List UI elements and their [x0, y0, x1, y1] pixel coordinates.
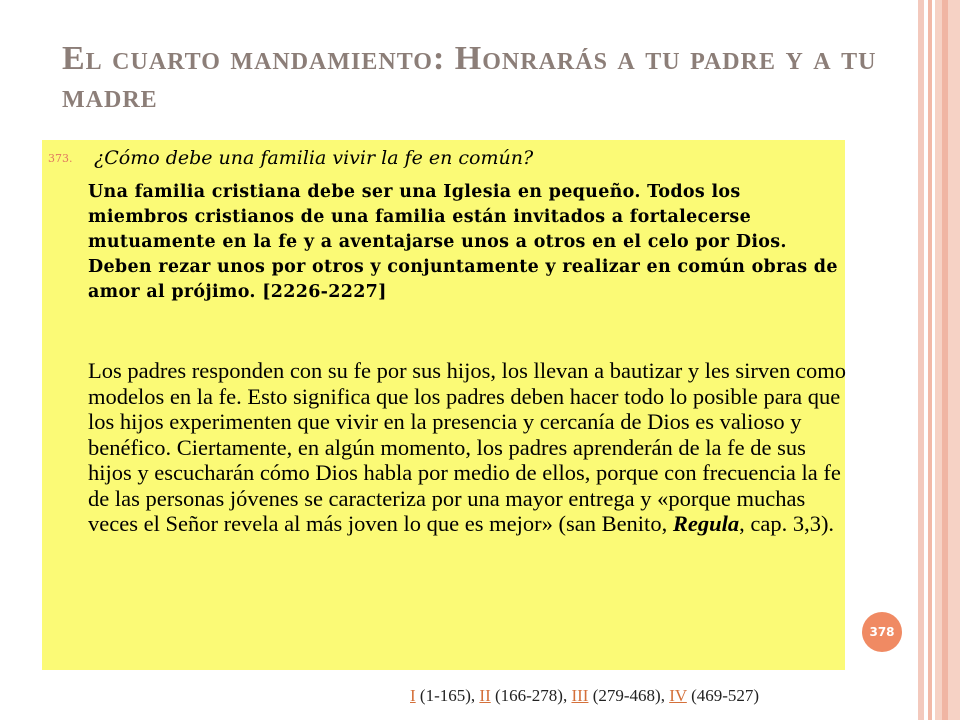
- explanation-emphasis: Regula: [672, 511, 740, 536]
- footer-separator: ,: [660, 686, 670, 705]
- answer-text: Una familia cristiana debe ser una Iglesia en pequeño. Todos los miembros cristianos de una familia están invitados a fortalecerse mutuamente en la fe y a aventajarse unos a otros en el celo por Dios. Deben rezar unos por otros y conjuntamente y realizar en común obras de amor al prójimo. [2226-2227]: [88, 182, 838, 302]
- footer-range-part-2: (166-278): [494, 686, 563, 705]
- explanation-text: [88, 358, 848, 537]
- question-text: ¿Cómo debe una familia vivir la fe en común?: [94, 147, 534, 169]
- explanation-part1: Los padres responden con su fe por sus hijos, los llevan a bautizar y les sirven como modelos en la fe. Esto significa que los padres deben hacer todo lo posible para que los hijos experimenten que vivir en la presencia y cercanía de Dios es valioso y benéfico. Ciertamente, en algún momento, los padres aprenderán de la fe de sus hijos y escucharán cómo Dios habla por medio de ellos, porque con frecuencia la fe de las personas jóvenes se caracteriza por una mayor entrega y «porque muchas veces el Señor revela al más joven lo que es mejor» (san Benito,: [88, 358, 846, 536]
- slide-title: El cuarto mandamiento: Honrarás a tu padre y a tu madre: [62, 40, 877, 115]
- footer-link-part-2[interactable]: II: [479, 686, 491, 705]
- footer-separator: ,: [562, 686, 572, 705]
- footer-separator: ,: [470, 686, 480, 705]
- footer-range-part-3: (279-468): [592, 686, 661, 705]
- content-panel: [42, 140, 845, 670]
- decorative-stripes: [918, 0, 960, 720]
- footer-link-part-4[interactable]: IV: [669, 686, 687, 705]
- question: [48, 146, 838, 171]
- footer-link-part-1[interactable]: I: [410, 686, 416, 705]
- explanation-part2: , cap. 3,3).: [739, 511, 835, 536]
- footer-range-part-1: (1-165): [419, 686, 471, 705]
- footer-range-part-4: (469-527): [691, 686, 760, 705]
- page-number-badge: 378: [862, 612, 902, 652]
- footer-navigation: [410, 686, 860, 706]
- question-number: 373.: [48, 152, 73, 165]
- footer-link-part-3[interactable]: III: [571, 686, 589, 705]
